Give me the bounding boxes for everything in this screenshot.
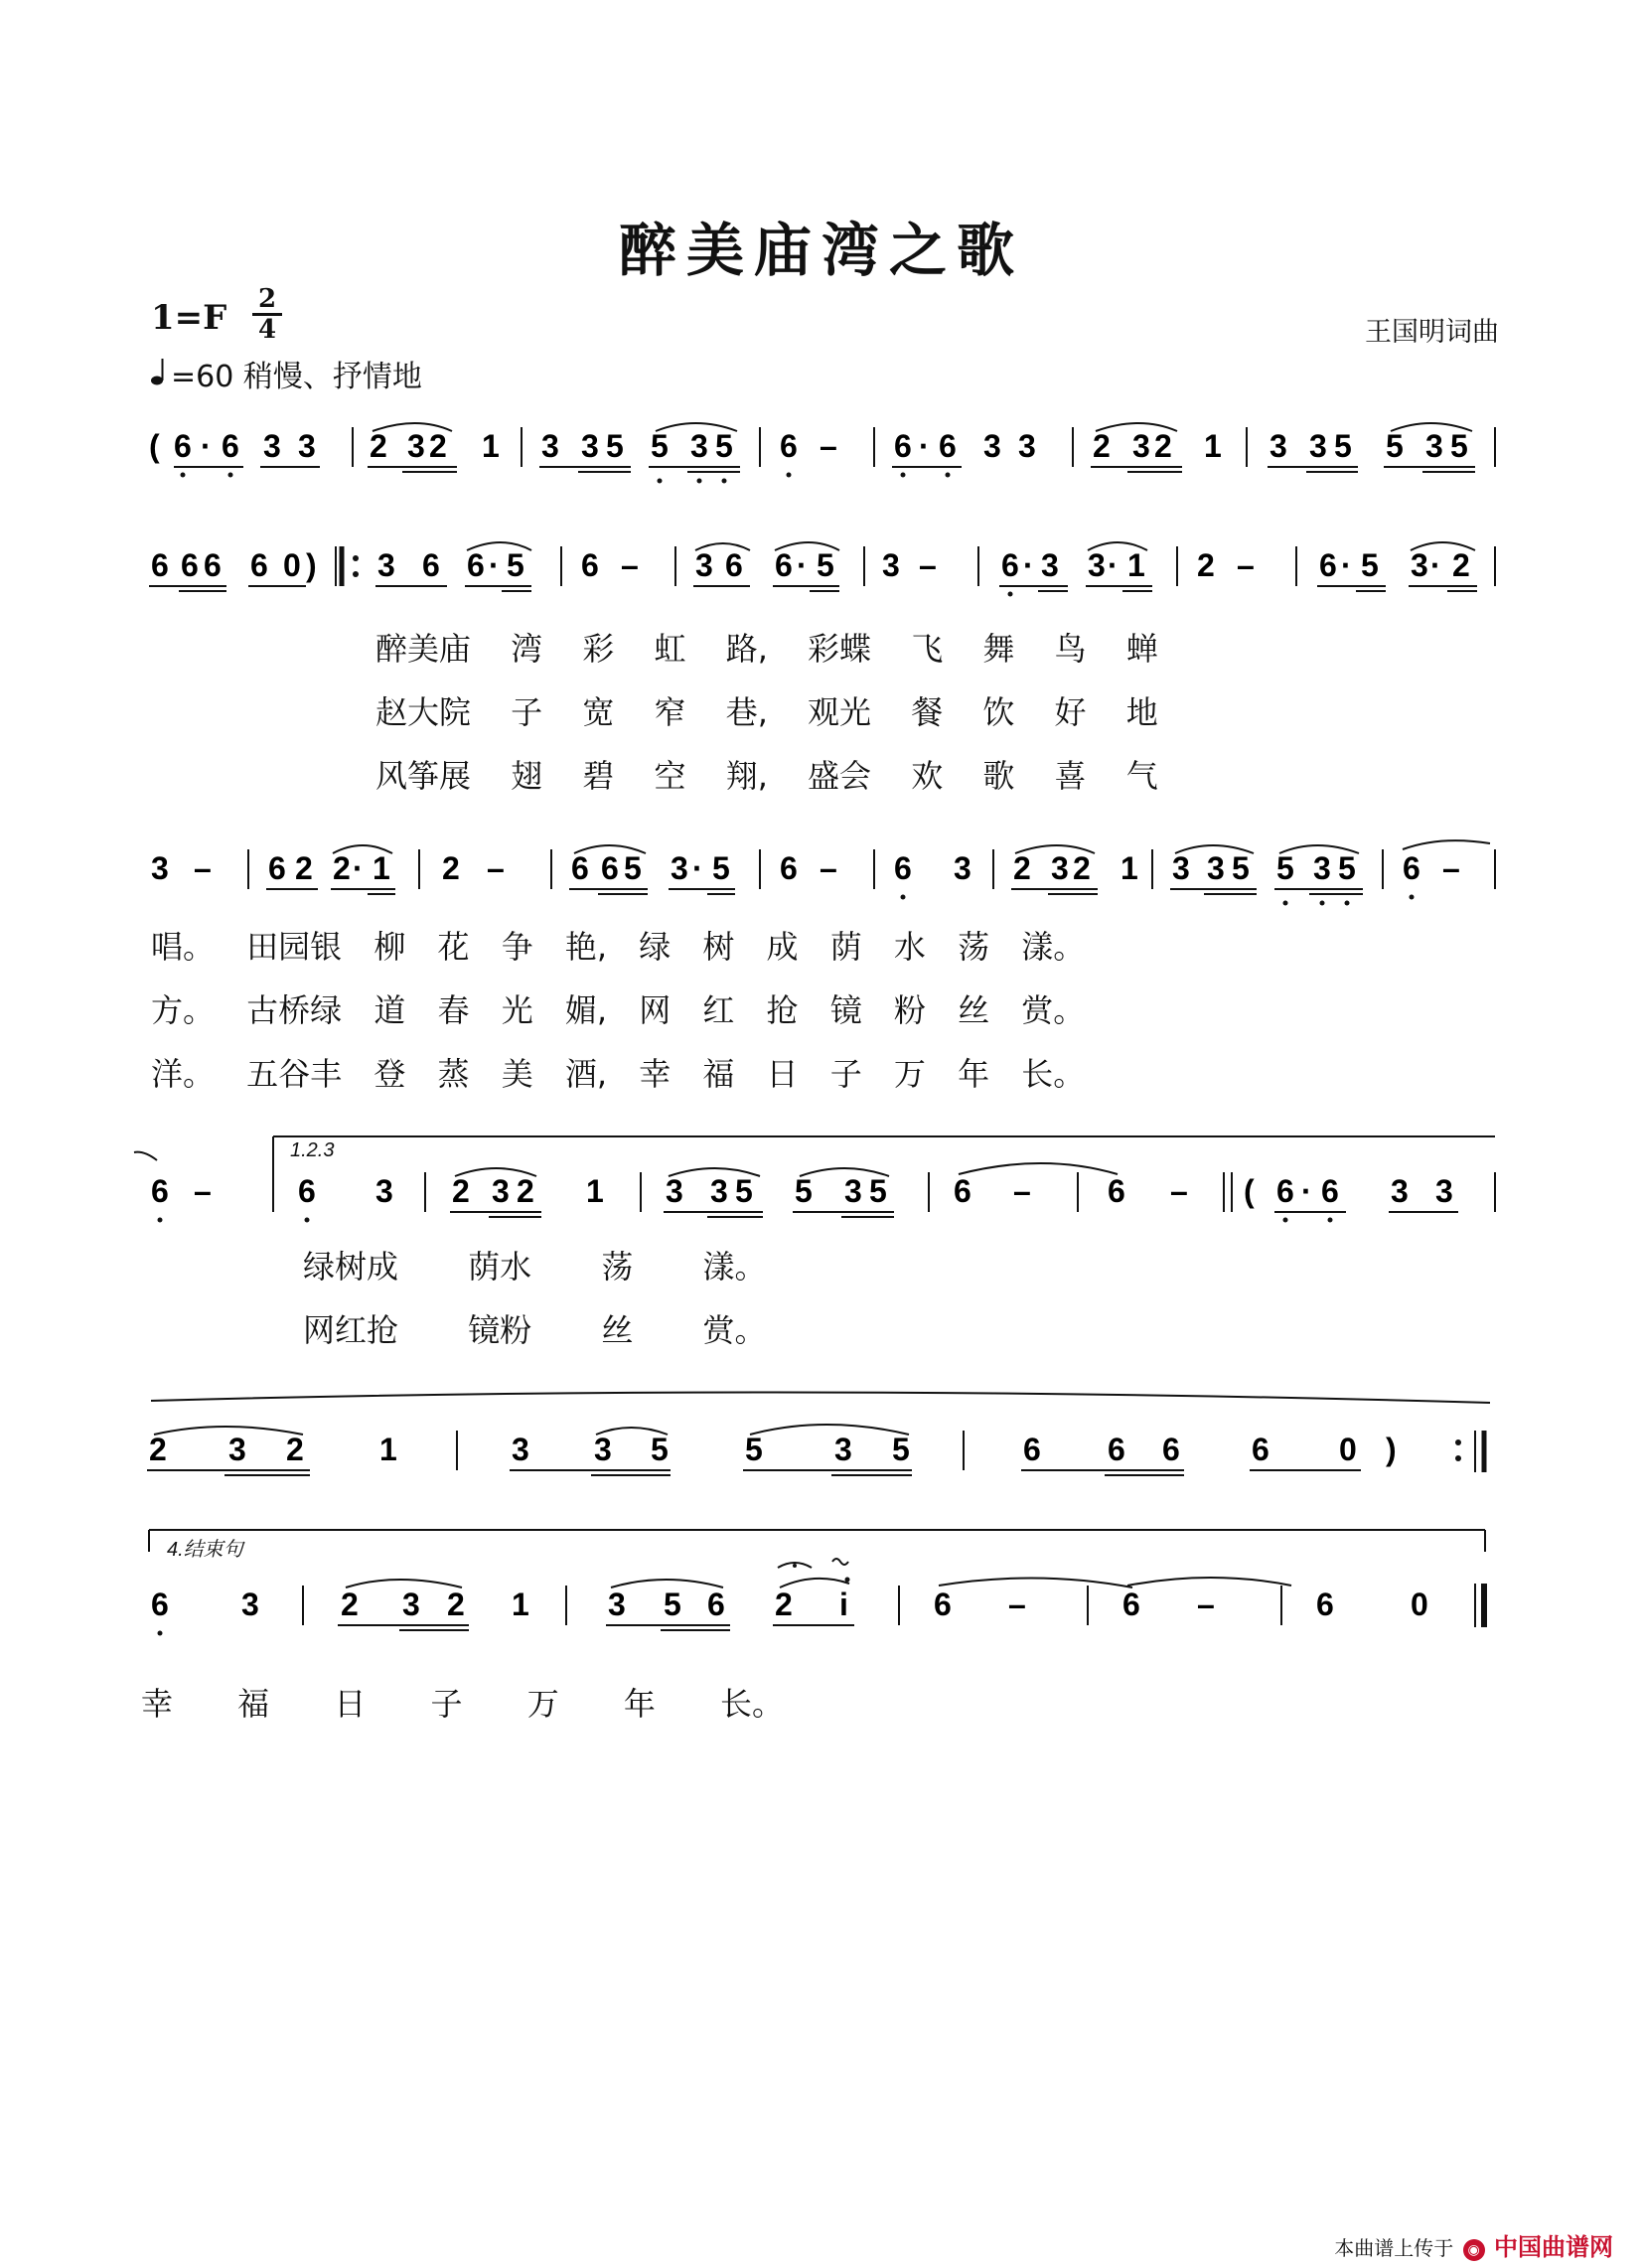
svg-text:6: 6 — [1252, 1432, 1270, 1467]
svg-text:–: – — [919, 547, 937, 583]
svg-text:3: 3 — [834, 1432, 852, 1467]
svg-text:3: 3 — [151, 850, 169, 886]
lyric-verse2-line2: 方。 古桥绿 道 春 光 媚, 网 红 抢 镜 粉 丝 赏。 — [151, 991, 1086, 1029]
svg-text:2: 2 — [295, 850, 313, 886]
svg-text:3: 3 — [594, 1432, 612, 1467]
svg-text:6: 6 — [894, 850, 912, 886]
svg-text:2: 2 — [442, 850, 460, 886]
svg-text:(: ( — [1244, 1173, 1255, 1209]
svg-text:2: 2 — [1013, 850, 1031, 886]
svg-text:3: 3 — [983, 428, 1001, 464]
notation-row-4 — [0, 1133, 1643, 1232]
svg-text:·: · — [1301, 1173, 1312, 1209]
svg-text:3: 3 — [377, 547, 395, 583]
svg-text:6: 6 — [1001, 547, 1019, 583]
svg-text:6: 6 — [1321, 1173, 1339, 1209]
svg-text:2: 2 — [1093, 428, 1111, 464]
notation-row-6 — [0, 1526, 1643, 1625]
svg-text:3: 3 — [241, 1587, 259, 1622]
svg-text:·: · — [1430, 547, 1441, 583]
svg-text:5: 5 — [1386, 428, 1404, 464]
lyric-verse2-line3: 网红抢 镜粉 丝 赏。 — [303, 1311, 767, 1349]
svg-text:2: 2 — [333, 850, 351, 886]
svg-text:3: 3 — [298, 428, 316, 464]
svg-text:6: 6 — [894, 428, 912, 464]
svg-text:3: 3 — [407, 428, 425, 464]
svg-text:6: 6 — [581, 547, 599, 583]
svg-text:3: 3 — [608, 1587, 626, 1622]
svg-text:2: 2 — [341, 1587, 359, 1622]
staff-row-5 — [0, 1391, 1643, 1467]
svg-text:·: · — [353, 850, 364, 886]
svg-text:6: 6 — [1276, 1173, 1294, 1209]
svg-text:5: 5 — [1361, 547, 1379, 583]
staff-row-4 — [0, 1133, 1643, 1209]
key-signature: 1=F — [151, 298, 227, 338]
volta-last-label: 4.结束句 — [167, 1539, 243, 1561]
svg-text:2: 2 — [1154, 428, 1172, 464]
staff-row-6 — [0, 1526, 1643, 1622]
svg-text:–: – — [621, 547, 639, 583]
notation-row-5 — [0, 1391, 1643, 1490]
svg-text:5: 5 — [651, 1432, 669, 1467]
svg-text:·: · — [692, 850, 703, 886]
svg-text:3: 3 — [690, 428, 708, 464]
svg-text:6: 6 — [601, 850, 619, 886]
svg-text:6: 6 — [1108, 1432, 1125, 1467]
svg-text:6: 6 — [174, 428, 192, 464]
svg-text:(: ( — [149, 428, 160, 464]
svg-text:·: · — [489, 547, 500, 583]
lyric-verse3-line1: 风筝展 翅 碧 空 翔, 盛会 欢 歌 喜 气 — [375, 757, 1158, 795]
svg-text:3: 3 — [402, 1587, 420, 1622]
svg-text:5: 5 — [1338, 850, 1356, 886]
svg-text:1: 1 — [379, 1432, 397, 1467]
svg-text:6: 6 — [1108, 1173, 1125, 1209]
svg-text:3: 3 — [1088, 547, 1106, 583]
svg-text:i: i — [839, 1587, 848, 1622]
svg-text:5: 5 — [795, 1173, 813, 1209]
svg-text:6: 6 — [954, 1173, 971, 1209]
svg-text:–: – — [1013, 1173, 1031, 1209]
svg-text:6: 6 — [571, 850, 589, 886]
svg-text:6: 6 — [204, 547, 222, 583]
notation-row-1 — [0, 417, 1643, 507]
svg-text:6: 6 — [725, 547, 743, 583]
svg-text:6: 6 — [934, 1587, 952, 1622]
svg-text:5: 5 — [1450, 428, 1468, 464]
page-title: 醉美庙湾之歌 — [618, 217, 1024, 284]
svg-text:0: 0 — [283, 547, 301, 583]
svg-text:2: 2 — [1073, 850, 1091, 886]
svg-text:6: 6 — [268, 850, 286, 886]
svg-text:3: 3 — [228, 1432, 246, 1467]
svg-text:2: 2 — [370, 428, 387, 464]
svg-text:6: 6 — [775, 547, 793, 583]
lyric-verse1-line2: 唱。 田园银 柳 花 争 艳, 绿 树 成 荫 水 荡 漾。 — [151, 928, 1086, 966]
svg-text:3: 3 — [1270, 428, 1287, 464]
lyric-verse2-line1: 赵大院 子 宽 窄 巷, 观光 餐 饮 好 地 — [375, 693, 1158, 731]
svg-text:1: 1 — [1120, 850, 1138, 886]
composer-credit: 王国明词曲 — [1365, 317, 1499, 348]
svg-text:5: 5 — [1276, 850, 1294, 886]
svg-text:3: 3 — [844, 1173, 862, 1209]
staff-row-1 — [0, 417, 1643, 477]
svg-text:3: 3 — [1435, 1173, 1453, 1209]
svg-text:2: 2 — [452, 1173, 470, 1209]
svg-text:1: 1 — [1204, 428, 1222, 464]
svg-text:2: 2 — [517, 1173, 534, 1209]
svg-text:3: 3 — [695, 547, 713, 583]
svg-text:3: 3 — [1132, 428, 1150, 464]
svg-text:5: 5 — [624, 850, 642, 886]
footer-text: 本曲谱上传于 — [1334, 2236, 1454, 2260]
svg-text:3: 3 — [1018, 428, 1036, 464]
site-logo-icon: ◉ — [1463, 2239, 1485, 2261]
svg-text:3: 3 — [1313, 850, 1331, 886]
svg-text:6: 6 — [1319, 547, 1337, 583]
svg-text:2: 2 — [1197, 547, 1215, 583]
lyric-verse1-line3: 绿树成 荫水 荡 漾。 — [303, 1248, 767, 1285]
svg-text:–: – — [1170, 1173, 1188, 1209]
svg-text:5: 5 — [817, 547, 834, 583]
svg-text:3: 3 — [666, 1173, 683, 1209]
svg-text:–: – — [1008, 1587, 1026, 1622]
svg-text:–: – — [1197, 1587, 1215, 1622]
svg-text:6: 6 — [298, 1173, 316, 1209]
svg-text:–: – — [820, 850, 837, 886]
svg-text:6: 6 — [151, 1173, 169, 1209]
svg-text:5: 5 — [712, 850, 730, 886]
svg-text:1: 1 — [586, 1173, 604, 1209]
svg-text:·: · — [1341, 547, 1352, 583]
svg-text:): ) — [306, 547, 317, 583]
svg-text:6: 6 — [707, 1587, 725, 1622]
svg-text:·: · — [1023, 547, 1034, 583]
svg-text:3: 3 — [1411, 547, 1428, 583]
svg-text:·: · — [919, 428, 930, 464]
svg-text:3: 3 — [671, 850, 688, 886]
svg-text:5: 5 — [745, 1432, 763, 1467]
time-signature-bottom: 4 — [257, 315, 277, 345]
svg-text:3: 3 — [1051, 850, 1069, 886]
svg-text:3: 3 — [512, 1432, 529, 1467]
svg-text:3: 3 — [263, 428, 281, 464]
svg-text:0: 0 — [1411, 1587, 1428, 1622]
svg-text:1: 1 — [512, 1587, 529, 1622]
lyric-verse3-line2: 洋。 五谷丰 登 蒸 美 酒, 幸 福 日 子 万 年 长。 — [151, 1055, 1086, 1093]
svg-text:6: 6 — [1316, 1587, 1334, 1622]
svg-text:5: 5 — [651, 428, 669, 464]
svg-text:3: 3 — [1172, 850, 1190, 886]
svg-text:2: 2 — [775, 1587, 793, 1622]
svg-text:1: 1 — [482, 428, 500, 464]
lyric-verse1-line1: 醉美庙 湾 彩 虹 路, 彩蝶 飞 舞 鸟 蝉 — [375, 630, 1158, 668]
svg-text:6: 6 — [422, 547, 440, 583]
svg-text:6: 6 — [1403, 850, 1420, 886]
svg-text:5: 5 — [1334, 428, 1352, 464]
notation-row-2 — [0, 536, 1643, 626]
svg-text:2: 2 — [286, 1432, 304, 1467]
svg-text:3: 3 — [882, 547, 900, 583]
notation-row-3 — [0, 839, 1643, 929]
site-logo-text: 中国曲谱网 — [1494, 2233, 1613, 2261]
svg-text:6: 6 — [1162, 1432, 1180, 1467]
svg-text:3: 3 — [581, 428, 599, 464]
svg-text:6: 6 — [222, 428, 239, 464]
svg-text:5: 5 — [715, 428, 733, 464]
svg-text:–: – — [194, 850, 212, 886]
svg-text:6: 6 — [181, 547, 199, 583]
svg-text:5: 5 — [892, 1432, 910, 1467]
svg-text:1: 1 — [373, 850, 390, 886]
svg-text:6: 6 — [151, 1587, 169, 1622]
svg-text:3: 3 — [1309, 428, 1327, 464]
svg-text:–: – — [820, 428, 837, 464]
svg-text:5: 5 — [507, 547, 524, 583]
svg-text:–: – — [487, 850, 505, 886]
svg-text:3: 3 — [375, 1173, 393, 1209]
svg-text:3: 3 — [541, 428, 559, 464]
svg-text:5: 5 — [735, 1173, 753, 1209]
svg-text:6: 6 — [151, 547, 169, 583]
svg-text:3: 3 — [1391, 1173, 1409, 1209]
time-signature-top: 2 — [257, 284, 277, 314]
svg-text:–: – — [1237, 547, 1255, 583]
tempo-text: =60 稍慢、抒情地 — [171, 360, 422, 394]
svg-text:3: 3 — [954, 850, 971, 886]
svg-text:3: 3 — [1041, 547, 1059, 583]
volta-first-label: 1.2.3 — [290, 1139, 335, 1161]
svg-text:5: 5 — [1232, 850, 1250, 886]
svg-text:·: · — [797, 547, 808, 583]
svg-text:6: 6 — [780, 850, 798, 886]
tempo-marking — [151, 352, 422, 395]
svg-text:2: 2 — [1452, 547, 1470, 583]
svg-text:–: – — [194, 1173, 212, 1209]
svg-text:2: 2 — [429, 428, 447, 464]
svg-text:6: 6 — [1023, 1432, 1041, 1467]
svg-text:6: 6 — [939, 428, 957, 464]
staff-row-3 — [0, 839, 1643, 899]
lyric-ending: 幸 福 日 子 万 年 长。 — [141, 1685, 785, 1723]
svg-text:2: 2 — [149, 1432, 167, 1467]
svg-text:6: 6 — [780, 428, 798, 464]
svg-text:3: 3 — [1425, 428, 1443, 464]
svg-text:5: 5 — [664, 1587, 681, 1622]
svg-text:3: 3 — [710, 1173, 728, 1209]
svg-text:2: 2 — [447, 1587, 465, 1622]
svg-text:–: – — [1442, 850, 1460, 886]
svg-text:6: 6 — [1122, 1587, 1140, 1622]
footer-credit — [1334, 2227, 1613, 2262]
svg-text:3: 3 — [1207, 850, 1225, 886]
time-signature — [252, 286, 282, 343]
staff-row-2 — [0, 536, 1643, 596]
svg-text:3: 3 — [492, 1173, 510, 1209]
svg-text:6: 6 — [467, 547, 485, 583]
svg-text:·: · — [201, 428, 212, 464]
svg-text:1: 1 — [1127, 547, 1145, 583]
svg-text:): ) — [1386, 1432, 1397, 1467]
svg-text:0: 0 — [1339, 1432, 1357, 1467]
quarter-note-icon — [151, 357, 167, 394]
svg-text:6: 6 — [250, 547, 268, 583]
svg-text:·: · — [1108, 547, 1119, 583]
svg-text:5: 5 — [606, 428, 624, 464]
svg-text:5: 5 — [869, 1173, 887, 1209]
